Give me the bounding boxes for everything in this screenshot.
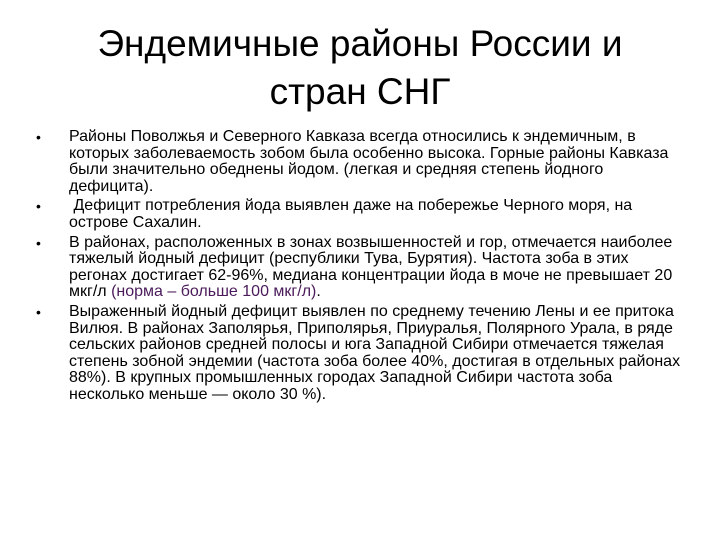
bullet-item (36, 129, 686, 195)
bullet-text: Выраженный йодный дефицит выявлен по среднему течению Лены и ее притока Вилюя. В районах Заполярья, Приполярья, Приуралья, Полярного Урала, в ряде сельских районов средней полосы и юга Западной Сибири отмечается тяжелая степень зобной эндемии (частота зоба более 40%, достигая в отдельных районах 88%). В крупных промышленных городах Западной Сибири частота зоба несколько меньше — около 30 %). (69, 302, 681, 403)
bullet-item (36, 198, 686, 231)
bullet-text: Дефицит потребления йода выявлен даже на побережье Черного моря, на острове Сахалин. (69, 197, 637, 231)
bullet-list (36, 129, 686, 404)
bullet-marker: • (36, 129, 41, 145)
title-line-1: Эндемичные районы России и (97, 23, 623, 64)
bullet-text: В районах, расположенных в зонах возвышенностей и гор, отмечается наиболее тяжелый йодный дефицит (республики Тува, Бурятия). Частота зоба в этих регонах достигает 62-96%, медиана концентрации йода в моче не превышает 20 мкг/л (69, 233, 673, 301)
bullet-text: Районы Поволжья и Северного Кавказа всегда относились к эндемичным, в которых заболеваемость зобом была особенно высока. Горные районы Кавказа были значительно обеднены йодом. (легкая и средняя степень йодного дефицита). (69, 128, 669, 195)
bullet-text-end: . (316, 283, 321, 301)
norm-note: (норма – больше 100 мкг/л) (111, 283, 317, 301)
bullet-marker: • (36, 198, 41, 215)
bullet-item (36, 304, 686, 404)
slide-title (40, 20, 680, 116)
bullet-item (36, 235, 686, 301)
title-line-2: стран СНГ (269, 71, 451, 112)
bullet-marker: • (36, 303, 41, 320)
bullet-marker: • (36, 234, 41, 251)
